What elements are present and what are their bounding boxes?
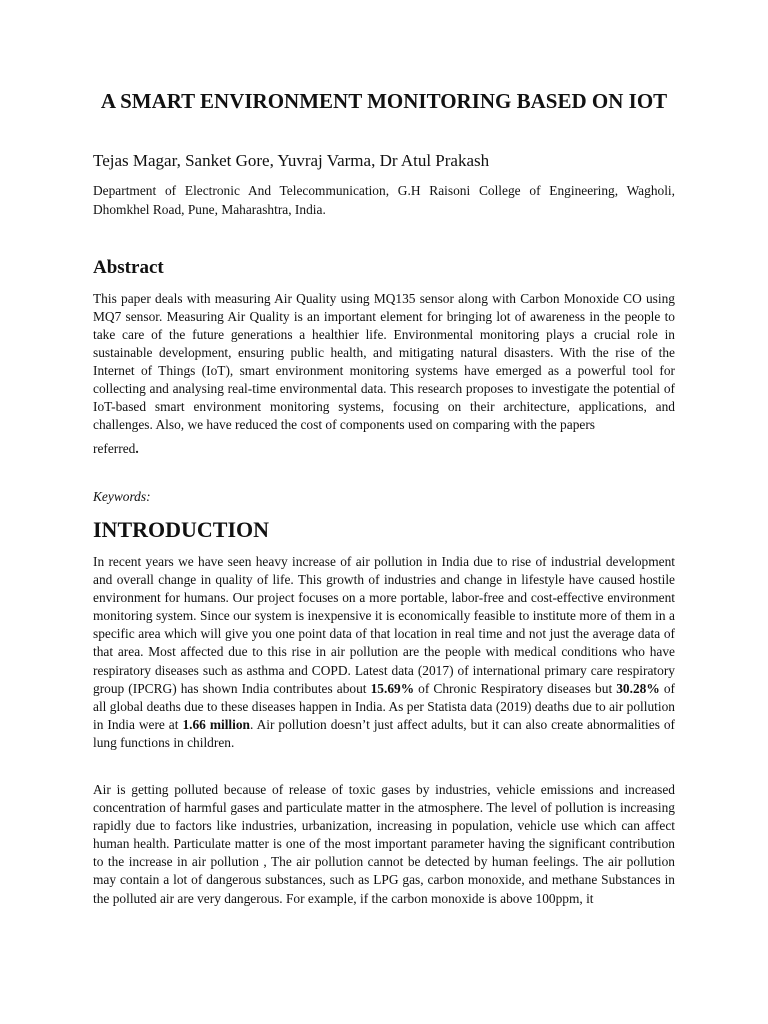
affiliation: Department of Electronic And Telecommunication, G.H Raisoni College of Engineering, Wagholi, Dhomkhel Road, Pune, Maharashtra, India. — [93, 183, 675, 217]
author-list: Tejas Magar, Sanket Gore, Yuvraj Varma, Dr Atul Prakash — [93, 151, 490, 170]
abstract-last-line — [93, 440, 139, 458]
intro-p1-part-c: of Chronic Respiratory diseases but — [414, 680, 617, 696]
introduction-paragraph-1 — [93, 553, 675, 752]
intro-p1-part-a: In recent years we have seen heavy increase of air pollution in India due to rise of industrial development and overall change in quality of life. This growth of industries and change in lifestyle have caused hostile environment for humans. Our project focuses on a more portable, labor-free and cost-effective environment monitoring system. Since our system is inexpensive it is economically feasible to institute more of them in a specific area which will give you one point data of that location in real time and not just the average data of that area. Most affected due to this rise in air pollution are the people with medical conditions who have respiratory diseases such as asthma and COPD. Latest data (2017) of international primary care respiratory group (IPCRG) has shown India contributes about — [93, 554, 675, 696]
abstract-last-word: referred — [93, 441, 136, 456]
stat-pollution-deaths: 1.66 million — [182, 716, 251, 732]
keywords-label: Keywords: — [93, 489, 151, 504]
introduction-paragraph-2: Air is getting polluted because of release of toxic gases by industries, vehicle emissions and increased concentration of harmful gases and particulate matter in the atmosphere. The level of pollution is increasing rapidly due to factors like industries, urbanization, increasing in population, vehicle use which can affect human health. Particulate matter is one of the most important parameter having the significant contribution to the increase in air pollution , The air pollution cannot be detected by human feelings. The air pollution may contain a lot of dangerous substances, such as LPG gas, carbon monoxide, and methane Substances in the polluted air are very dangerous. For example, if the carbon monoxide is above 100ppm, it — [93, 782, 675, 906]
abstract-period: . — [135, 441, 139, 456]
abstract-heading: Abstract — [93, 257, 164, 278]
stat-global-deaths-share: 30.28% — [616, 680, 660, 696]
abstract-text — [93, 290, 675, 458]
intro-p1-part-d: of all global deaths due to these diseases happen in India. As per Statista data (2019) deaths due to air pollution in India were at — [93, 680, 675, 732]
paper-title: A SMART ENVIRONMENT MONITORING BASED ON IOT — [100, 89, 668, 113]
abstract-body: This paper deals with measuring Air Quality using MQ135 sensor along with Carbon Monoxide CO using MQ7 sensor. Measuring Air Quality is an important element for bringing lot of awareness in the people to take care of the future generations a healthier life. Environmental monitoring plays a crucial role in sustainable development, ensuring public health, and mitigating natural disasters. With the rise of the Internet of Things (IoT), smart environment monitoring systems have emerged as a powerful tool for collecting and analysing real-time environmental data. This research proposes to investigate the potential of IoT-based smart environment monitoring systems, focusing on their architecture, applications, and challenges. Also, we have reduced the cost of components used on comparing with the papers — [93, 291, 675, 432]
introduction-heading: INTRODUCTION — [93, 517, 270, 542]
stat-chronic-respiratory-share: 15.69% — [370, 680, 415, 696]
intro-p1-part-e: . Air pollution doesn’t just affect adults, but it can also create abnormalities of lung functions in children. — [93, 716, 676, 750]
